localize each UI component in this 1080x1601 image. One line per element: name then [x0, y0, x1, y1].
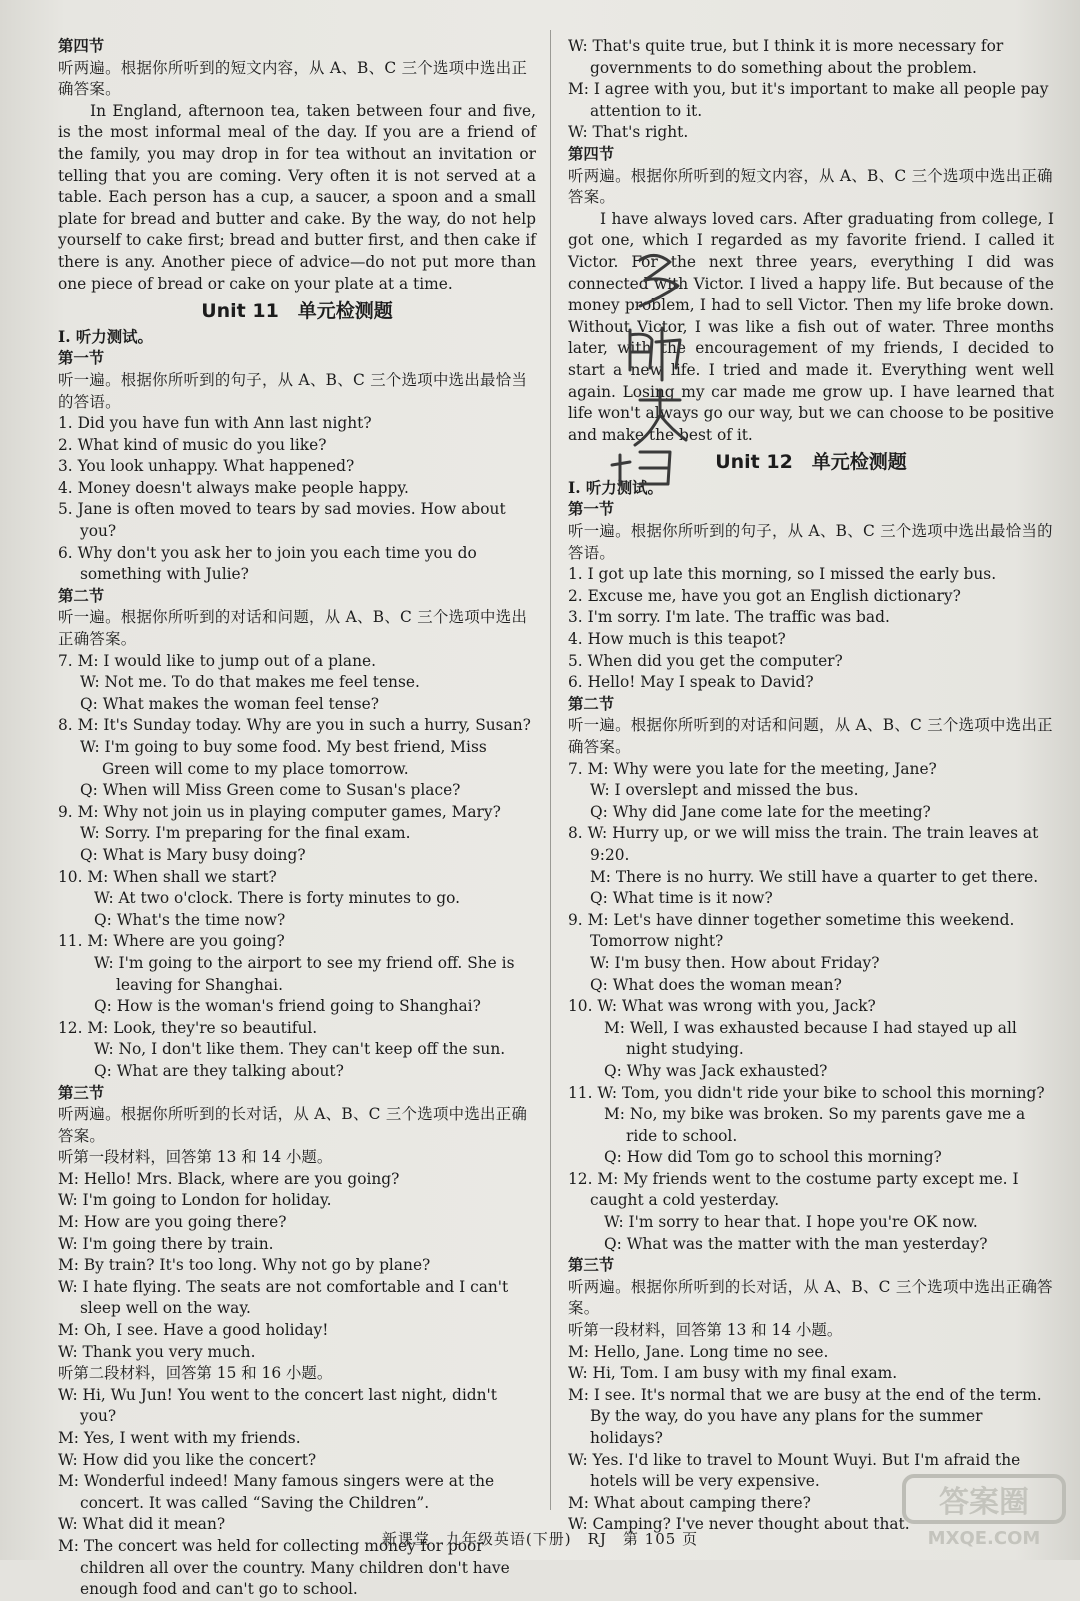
- dialogue-line: M: What about camping there?: [568, 1493, 811, 1512]
- material-label: 听第一段材料，回答第 13 和 14 小题。: [58, 1148, 333, 1167]
- dialogue-line: W: I'm going to buy some food. My best friend, Miss Green will come to my place tomorrow.: [80, 738, 487, 778]
- dialogue-line: W: I'm busy then. How about Friday?: [590, 953, 880, 972]
- dialogue-line: M: Oh, I see. Have a good holiday!: [58, 1321, 329, 1340]
- dialogue-line: Q: Why did Jane come late for the meeting?: [590, 802, 931, 821]
- question-item: 4. How much is this teapot?: [568, 630, 786, 649]
- section-heading: 第二节: [58, 586, 105, 605]
- dialogue-line: 8. M: It's Sunday today. Why are you in such a hurry, Susan?: [58, 716, 531, 735]
- dialogue-line: M: How are you going there?: [58, 1213, 287, 1232]
- dialogue-line: W: No, I don't like them. They can't keep off the sun.: [94, 1040, 506, 1059]
- dialogue-line: Q: What was the matter with the man yesterday?: [604, 1234, 988, 1253]
- section-heading: 第三节: [58, 1083, 105, 1102]
- passage: In England, afternoon tea, taken between four and five, is the most informal meal of the day. If you are a friend of the family, you may drop in for tea without an invitation or telling that you are coming. Very often it is not served at a table. Each person has a cup, a saucer, a spoon and a small plate for bread and butter and cake. By the way, do not help yourself to cake first; bread and butter first, and then cake if there is any. Another piece of advice—do not put more than one piece of bread or cake on your plate at a time.: [58, 101, 536, 293]
- section-instruction: 听一遍。根据你所听到的对话和问题，从 A、B、C 三个选项中选出正确答案。: [568, 716, 1053, 756]
- section-instruction: 听两遍。根据你所听到的短文内容，从 A、B、C 三个选项中选出正确答案。: [568, 166, 1053, 207]
- dialogue-line: Q: What's the time now?: [94, 910, 286, 929]
- dialogue-line: Q: How is the woman's friend going to Shanghai?: [94, 997, 481, 1016]
- dialogue-line: 12. M: Look, they're so beautiful.: [58, 1018, 318, 1037]
- question-item: 5. Jane is often moved to tears by sad movies. How about you?: [58, 500, 506, 541]
- dialogue-line: 10. W: What was wrong with you, Jack?: [568, 997, 876, 1016]
- dialogue-line: M: Yes, I went with my friends.: [58, 1429, 301, 1447]
- question-list: [568, 564, 1054, 694]
- dialogue-line: Q: When will Miss Green come to Susan's place?: [80, 781, 461, 800]
- dialogue-line: W: Hi, Wu Jun! You went to the concert last night, didn't you?: [58, 1385, 497, 1426]
- dialogue-line: M: Well, I was exhausted because I had stayed up all night studying.: [604, 1018, 1017, 1059]
- dialogue-line: M: I see. It's normal that we are busy at the end of the term. By the way, do you have any plans for the summer holidays?: [568, 1385, 1042, 1447]
- dialogue-line: W: At two o'clock. There is forty minutes to go.: [94, 889, 460, 908]
- dialogue-line: W: Not me. To do that makes me feel tense.: [80, 673, 420, 692]
- dialogue-line: Q: How did Tom go to school this morning?: [604, 1148, 942, 1167]
- dialogue-line: W: What did it mean?: [58, 1515, 226, 1534]
- section-instruction: 听两遍。根据你所听到的短文内容，从 A、B、C 三个选项中选出正确答案。: [58, 58, 528, 99]
- passage: I have always loved cars. After graduating from college, I got one, which I regarded as my favorite friend. I called it Victor. For the next three years, everything I did was connected with Victor. I lived a happy life. But because of the money problem, I had to sell Victor. Then my life broke down. Without Victor, I was like a fish out of water. Three months later, with the encouragement of my friends, I decided to start a new life. I tried and made it. Everything went well again. Losing my car made me grow up. I have learned that life won't always go our way, but we can choose to be positive and make the best of it.: [568, 209, 1054, 444]
- dialogue-line: M: By train? It's too long. Why not go by plane?: [58, 1256, 431, 1275]
- dialogue-line: W: How did you like the concert?: [58, 1450, 317, 1469]
- dialogue-line: W: Thank you very much.: [58, 1342, 256, 1361]
- unit-title: Unit 11 单元检测题: [201, 300, 393, 323]
- dialogue-line: W: I'm going there by train.: [58, 1234, 274, 1253]
- dialogue-line: Q: What time is it now?: [590, 889, 773, 908]
- dialogue-line: Q: What is Mary busy doing?: [80, 845, 306, 864]
- dialogue-line: 8. W: Hurry up, or we will miss the train. The train leaves at 9:20.: [568, 824, 1039, 864]
- dialogue-line: M: Hello! Mrs. Black, where are you going?: [58, 1169, 400, 1188]
- question-list: [58, 413, 536, 586]
- section-heading: 第二节: [568, 694, 615, 713]
- section-instruction: 听两遍。根据你所听到的长对话，从 A、B、C 三个选项中选出正确答案。: [58, 1105, 528, 1145]
- dialogue-line: M: I agree with you, but it's important to make all people pay attention to it.: [568, 80, 1049, 120]
- dialogue-line: W: That's quite true, but I think it is more necessary for governments to do something about the problem.: [568, 37, 1004, 77]
- section-heading: 第一节: [568, 500, 615, 519]
- question-item: 2. Excuse me, have you got an English dictionary?: [568, 586, 961, 605]
- dialogue-line: Q: What are they talking about?: [94, 1061, 344, 1080]
- dialogue-line: Q: Why was Jack exhausted?: [604, 1061, 828, 1080]
- section-heading: 第三节: [568, 1256, 615, 1275]
- dialogue-line: W: I overslept and missed the bus.: [590, 781, 859, 800]
- left-column: [58, 36, 536, 1601]
- handwriting-mark: [600, 240, 710, 490]
- section-instruction: 听一遍。根据你所听到的句子，从 A、B、C 三个选项中选出最恰当的答语。: [568, 522, 1053, 562]
- dialogue-list: [568, 759, 1054, 1256]
- unit-title: Unit 12 单元检测题: [715, 451, 907, 474]
- part-heading: Ⅰ. 听力测试。: [568, 478, 663, 497]
- dialogue-list: [58, 1385, 536, 1601]
- question-item: 3. You look unhappy. What happened?: [58, 457, 355, 476]
- dialogue-line: 11. W: Tom, you didn't ride your bike to school this morning?: [568, 1083, 1045, 1102]
- question-item: 3. I'm sorry. I'm late. The traffic was bad.: [568, 608, 890, 627]
- dialogue-line: 7. M: I would like to jump out of a plane.: [58, 651, 376, 670]
- dialogue-line: W: I hate flying. The seats are not comfortable and I can't sleep well on the way.: [58, 1277, 509, 1318]
- dialogue-line: W: I'm sorry to hear that. I hope you're OK now.: [604, 1213, 978, 1232]
- column-divider: [550, 30, 551, 1510]
- dialogue-line: W: Sorry. I'm preparing for the final exam.: [80, 824, 411, 843]
- section-heading: 第四节: [568, 144, 615, 163]
- dialogue-line: W: Camping? I've never thought about that.: [568, 1515, 910, 1534]
- dialogue-line: W: That's right.: [568, 123, 689, 142]
- section-instruction: 听两遍。根据你所听到的长对话，从 A、B、C 三个选项中选出正确答案。: [568, 1277, 1053, 1318]
- section-instruction: 听一遍。根据你所听到的对话和问题，从 A、B、C 三个选项中选出正确答案。: [58, 608, 528, 649]
- part-heading: Ⅰ. 听力测试。: [58, 327, 153, 346]
- dialogue-line: M: No, my bike was broken. So my parents gave me a ride to school.: [604, 1105, 1026, 1145]
- dialogue-line: 11. M: Where are you going?: [58, 932, 285, 951]
- dialogue-line: M: There is no hurry. We still have a quarter to get there.: [590, 867, 1039, 886]
- dialogue-line: M: The concert was held for collecting money for poor children all over the country. Many children don't have enough food and can't go to school.: [58, 1536, 510, 1599]
- dialogue-line: M: Wonderful indeed! Many famous singers were at the concert. It was called “Saving the Children”.: [58, 1472, 495, 1512]
- dialogue-line: 9. M: Why not join us in playing computer games, Mary?: [58, 802, 501, 821]
- dialogue-line: W: Yes. I'd like to travel to Mount Wuyi. But I'm afraid the hotels will be very expensive.: [568, 1450, 1021, 1491]
- dialogue-list: [58, 1169, 536, 1363]
- dialogue-line: 10. M: When shall we start?: [58, 867, 277, 886]
- dialogue-line: 7. M: Why were you late for the meeting, Jane?: [568, 759, 937, 778]
- material-label: 听第一段材料，回答第 13 和 14 小题。: [568, 1321, 843, 1340]
- section-instruction: 听一遍。根据你所听到的句子，从 A、B、C 三个选项中选出最恰当的答语。: [58, 370, 528, 411]
- question-item: 1. I got up late this morning, so I missed the early bus.: [568, 565, 997, 584]
- svg-text:MXQE.COM: MXQE.COM: [927, 1528, 1041, 1549]
- question-item: 6. Why don't you ask her to join you each time you do something with Julie?: [58, 543, 477, 584]
- question-item: 2. What kind of music do you like?: [58, 435, 327, 454]
- question-item: 5. When did you get the computer?: [568, 651, 843, 670]
- question-item: 1. Did you have fun with Ann last night?: [58, 414, 372, 433]
- dialogue-line: 12. M: My friends went to the costume party except me. I caught a cold yesterday.: [568, 1169, 1019, 1210]
- dialogue-line: W: I'm going to the airport to see my friend off. She is leaving for Shanghai.: [94, 953, 515, 994]
- section-heading: 第一节: [58, 349, 105, 368]
- dialogue-list: [58, 651, 536, 1083]
- section-heading: 第四节: [58, 37, 105, 55]
- dialogue-line: Q: What does the woman mean?: [590, 975, 842, 994]
- page-footer: 新课堂 九年级英语(下册) RJ 第 105 页: [381, 1530, 699, 1548]
- svg-text:答案圈: 答案圈: [939, 1485, 1029, 1520]
- dialogue-line: 9. M: Let's have dinner together sometime this weekend. Tomorrow night?: [568, 910, 1015, 951]
- dialogue-list: [568, 36, 1054, 144]
- material-label: 听第二段材料，回答第 15 和 16 小题。: [58, 1364, 333, 1383]
- question-item: 4. Money doesn't always make people happy.: [58, 478, 409, 497]
- dialogue-line: W: I'm going to London for holiday.: [58, 1191, 332, 1210]
- dialogue-line: W: Hi, Tom. I am busy with my final exam.: [568, 1364, 898, 1383]
- question-item: 6. Hello! May I speak to David?: [568, 673, 814, 692]
- dialogue-line: M: Hello, Jane. Long time no see.: [568, 1342, 829, 1361]
- dialogue-line: Q: What makes the woman feel tense?: [80, 694, 379, 713]
